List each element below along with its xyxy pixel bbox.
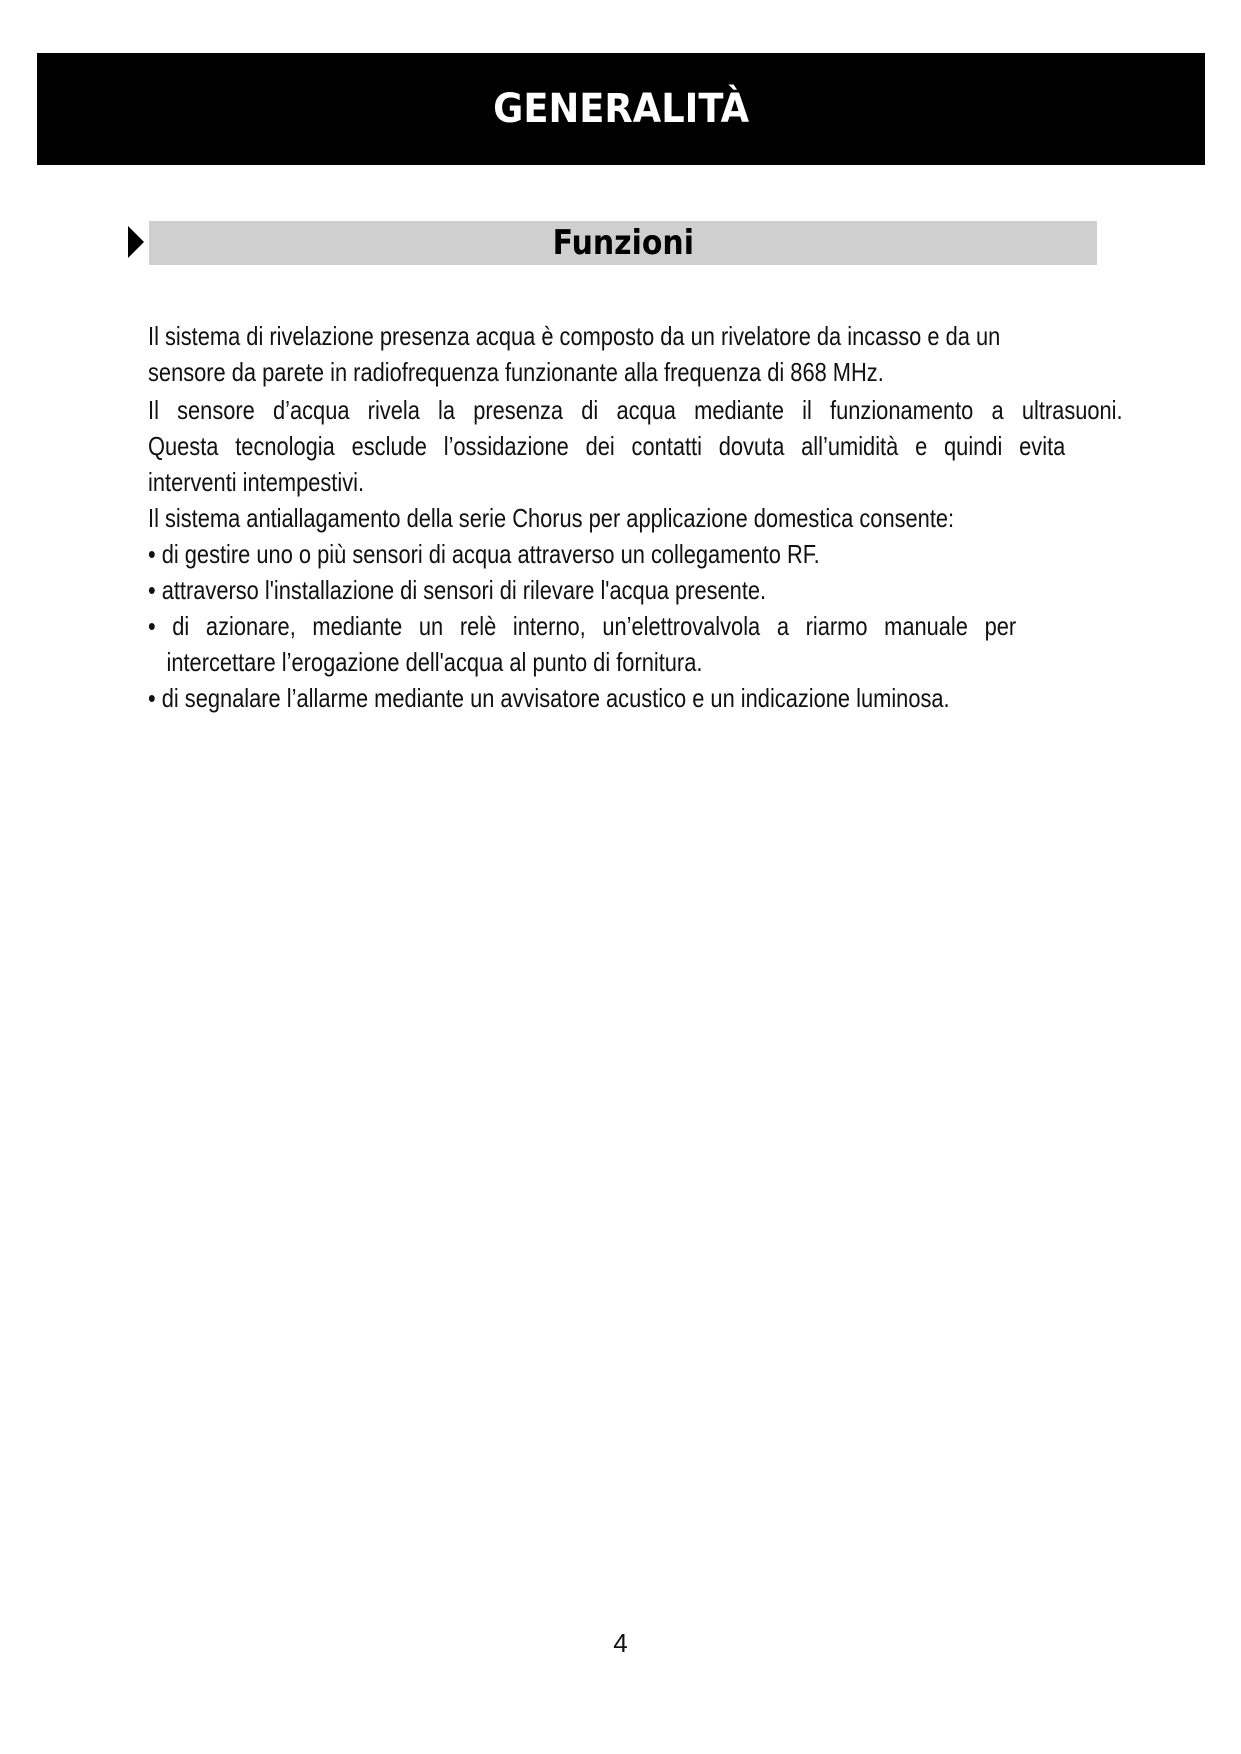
paragraph-line: Questa tecnologia esclude l’ossidazione dei contatti dovuta all’umidità e quindi evita (148, 431, 1066, 461)
chapter-header-bar (37, 53, 1205, 165)
paragraph-line: Il sensore d’acqua rivela la presenza di acqua mediante il funzionamento a ultrasuoni. (148, 395, 1123, 425)
section-arrow-icon (128, 226, 144, 258)
body-text (148, 318, 1123, 716)
section-title: Funzioni (552, 223, 694, 263)
chapter-title: GENERALITÀ (493, 86, 749, 132)
paragraph-line: Il sistema antiallagamento della serie Chorus per applicazione domestica consente: (148, 503, 955, 533)
paragraph-line: Il sistema di rivelazione presenza acqua è composto da un rivelatore da incasso e da un (148, 321, 1001, 351)
paragraph-line: interventi intempestivi. (148, 467, 365, 497)
page-number: 4 (613, 1628, 628, 1658)
list-item: • attraverso l'installazione di sensori di rilevare l'acqua presente. (148, 575, 767, 605)
list-item: • di azionare, mediante un relè interno, un’elettrovalvola a riarmo manuale per (148, 611, 1017, 641)
list-item: • di segnalare l’allarme mediante un avvisatore acustico e un indicazione luminosa. (148, 683, 950, 713)
paragraph-line: sensore da parete in radiofrequenza funzionante alla frequenza di 868 MHz. (148, 357, 884, 387)
list-item-continuation: intercettare l’erogazione dell'acqua al punto di fornitura. (166, 647, 703, 677)
section-header-bar (149, 221, 1097, 265)
list-item: • di gestire uno o più sensori di acqua attraverso un collegamento RF. (148, 539, 820, 569)
